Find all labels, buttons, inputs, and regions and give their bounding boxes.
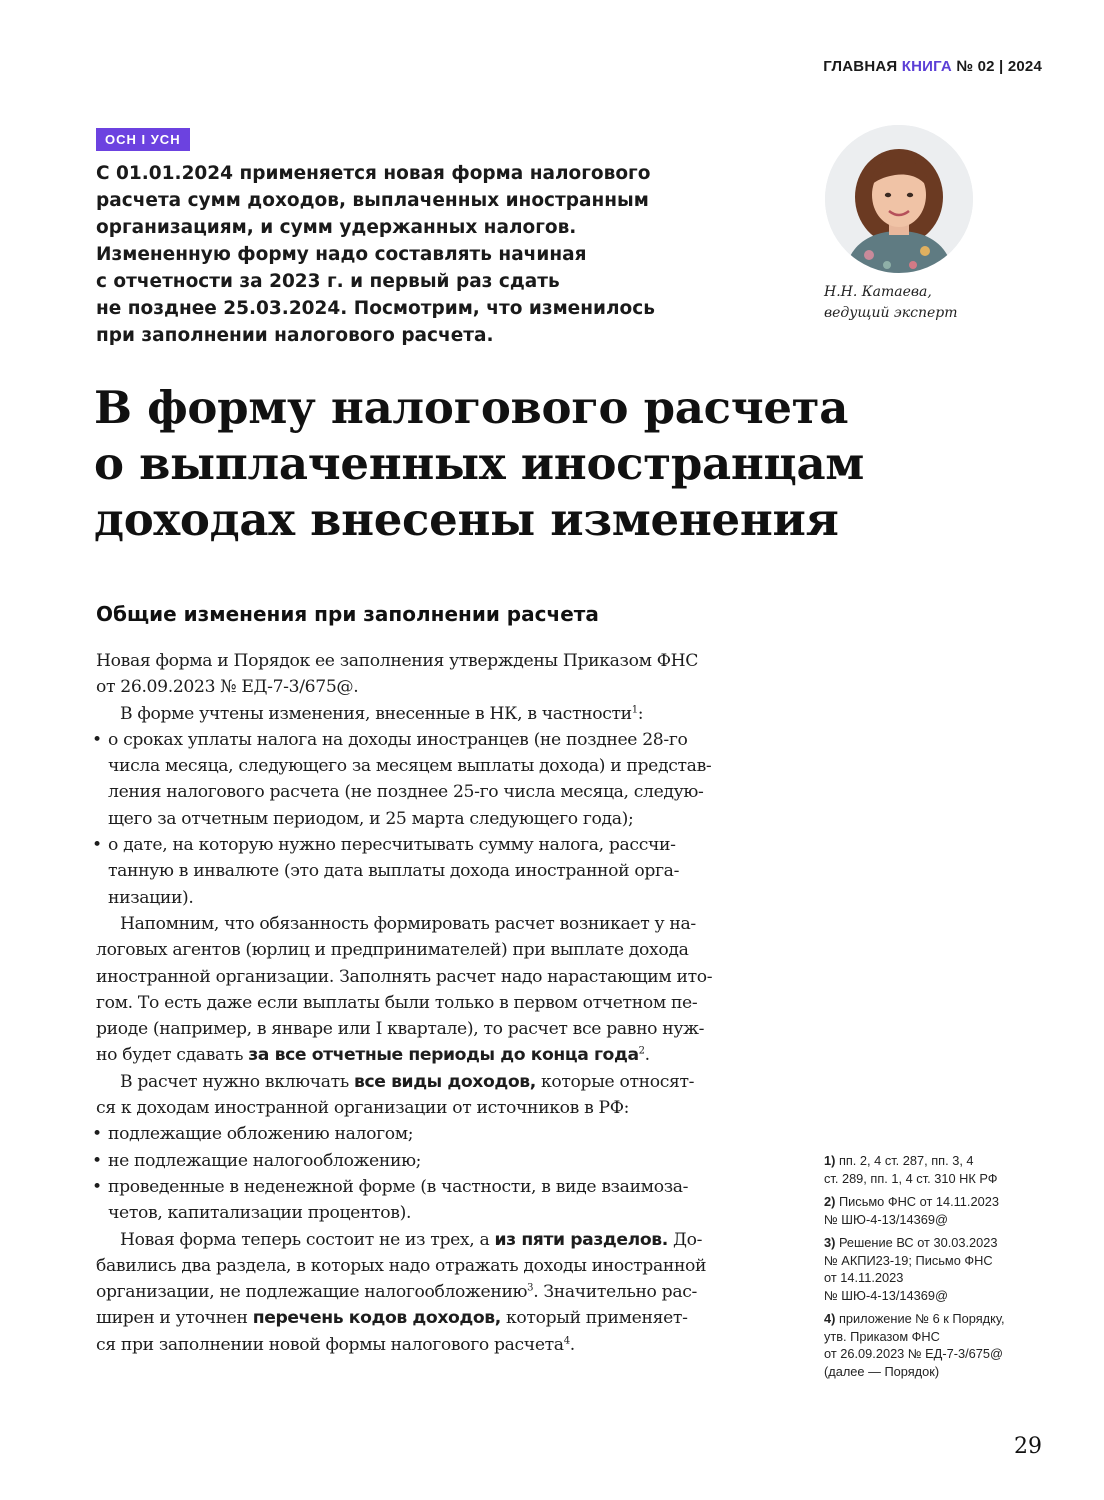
body-line	[96, 701, 786, 727]
masthead-title-accent: КНИГА	[901, 58, 952, 75]
author-portrait-image	[825, 125, 973, 273]
lead-line: организациям, и сумм удержанных налогов.	[96, 217, 577, 238]
author-photo	[825, 125, 973, 273]
footnote-ref-2: 2	[638, 1045, 645, 1057]
footnote-number: 4)	[824, 1311, 836, 1326]
bullet-item	[92, 832, 786, 858]
body-line: танную в инвалюте (это дата выплаты дохода иностранной орга-	[108, 861, 680, 882]
body-line: Новая форма и Порядок ее заполнения утверждены Приказом ФНС	[96, 651, 699, 671]
footnote-1	[824, 1152, 1054, 1187]
body-line	[96, 1332, 786, 1358]
lead-line: не позднее 25.03.2024. Посмотрим, что изменилось	[96, 298, 655, 319]
body-line: числа месяца, следующего за месяцем выплаты дохода) и представ-	[108, 756, 712, 777]
page-number: 29	[1014, 1434, 1042, 1459]
headline-line: о выплаченных иностранцам	[94, 437, 865, 490]
footnote-text: ст. 289, пп. 1, 4 ст. 310 НК РФ	[824, 1170, 998, 1186]
headline-line: В форму налогового расчета	[94, 381, 849, 434]
body-text: В расчет нужно включать	[120, 1071, 354, 1092]
footnotes	[824, 1152, 1054, 1386]
body-line: от 26.09.2023 № ЕД-7-3/675@.	[96, 677, 359, 698]
footnote-ref-1: 1	[631, 703, 638, 715]
body-line: бавились два раздела, в которых надо отражать доходы иностранной	[96, 1255, 707, 1276]
bullet-item	[92, 1174, 786, 1200]
body-line: низации).	[108, 887, 194, 908]
masthead-title: ГЛАВНАЯ	[823, 58, 898, 75]
emphasis-text: за все отчетные периоды до конца года	[248, 1045, 639, 1066]
body-text: проведенные в неденежной форме (в частности, в виде взаимоза-	[108, 1176, 689, 1197]
lead-line: при заполнении налогового расчета.	[96, 325, 494, 346]
body-line: гом. То есть даже если выплаты были только в первом отчетном пе-	[96, 992, 698, 1013]
footnote-number: 1)	[824, 1153, 836, 1168]
body-text: не подлежащие налогообложению;	[108, 1150, 422, 1171]
body-text: о сроках уплаты налога на доходы иностранцев (не позднее 28-го	[108, 729, 688, 750]
lead-paragraph	[96, 160, 736, 349]
footnote-text: утв. Приказом ФНС	[824, 1328, 940, 1344]
body-line: риоде (например, в январе или I квартале), то расчет все равно нуж-	[96, 1019, 705, 1040]
body-line: четов, капитализации процентов).	[108, 1203, 412, 1224]
footnote-ref-4: 4	[563, 1334, 570, 1346]
bullet-item	[92, 1121, 786, 1147]
body-text: ширен и уточнен	[96, 1308, 253, 1329]
masthead	[823, 58, 1042, 75]
bullet-icon: •	[92, 729, 102, 750]
bullet-item	[92, 1148, 786, 1174]
footnote-4	[824, 1310, 1054, 1380]
body-text: которые относят-	[535, 1071, 695, 1092]
footnote-ref-3: 3	[527, 1282, 534, 1294]
body-line: щего за отчетным периодом, и 25 марта следующего года);	[108, 808, 634, 829]
bullet-icon: •	[92, 835, 102, 856]
body-text: :	[637, 703, 644, 724]
body-text: Новая форма теперь состоит не из трех, а	[120, 1229, 495, 1250]
footnote-text: № ШЮ-4-13/14369@	[824, 1287, 948, 1303]
emphasis-text: из пяти разделов.	[494, 1229, 668, 1250]
body-text: о дате, на которую нужно пересчитывать сумму налога, рассчи-	[108, 835, 676, 856]
body-line	[96, 1227, 786, 1253]
body-text: До-	[667, 1229, 703, 1250]
body-line	[96, 1069, 786, 1095]
category-tag: ОСН I УСН	[96, 128, 190, 151]
body-text: .	[569, 1334, 575, 1355]
body-line	[96, 1305, 786, 1331]
author-caption	[824, 282, 958, 324]
footnote-text: № АКПИ23-19; Письмо ФНС	[824, 1252, 993, 1268]
masthead-issue: № 02 | 2024	[956, 58, 1042, 75]
body-text: но будет сдавать	[96, 1045, 249, 1066]
bullet-item	[92, 727, 786, 753]
body-text: В форме учтены изменения, внесенные в НК, в частности	[120, 703, 632, 724]
body-line: иностранной организации. Заполнять расчет надо нарастающим ито-	[96, 966, 713, 987]
body-line: ления налогового расчета (не позднее 25-го числа месяца, следую-	[108, 782, 704, 803]
emphasis-text: все виды доходов,	[353, 1071, 536, 1092]
body-line: ся к доходам иностранной организации от источников в РФ:	[96, 1098, 630, 1119]
footnote-text: (далее — Порядок)	[824, 1363, 940, 1379]
bullet-icon: •	[92, 1176, 102, 1197]
body-line	[96, 1042, 786, 1068]
lead-line: С 01.01.2024 применяется новая форма налогового	[96, 163, 651, 184]
section-title: Общие изменения при заполнении расчета	[96, 602, 599, 626]
footnote-text: пп. 2, 4 ст. 287, пп. 3, 4	[838, 1153, 974, 1168]
article-body	[92, 648, 786, 1358]
footnote-3	[824, 1234, 1054, 1304]
body-text: .	[644, 1045, 650, 1066]
body-line	[96, 1279, 786, 1305]
footnote-2	[824, 1193, 1054, 1228]
footnote-text: № ШЮ-4-13/14369@	[824, 1211, 948, 1227]
headline-line: доходах внесены изменения	[94, 493, 839, 546]
footnote-text: от 14.11.2023	[824, 1270, 904, 1285]
footnote-text: Письмо ФНС от 14.11.2023	[838, 1194, 999, 1209]
article-headline	[94, 380, 994, 548]
author-name: Н.Н. Катаева,	[824, 284, 932, 300]
body-text: подлежащие обложению налогом;	[108, 1124, 414, 1145]
body-text: который применяет-	[500, 1308, 688, 1329]
body-line: Напомним, что обязанность формировать расчет возникает у на-	[120, 913, 696, 934]
body-line: логовых агентов (юрлиц и предпринимателей) при выплате дохода	[96, 940, 689, 961]
body-text: . Значительно рас-	[533, 1282, 697, 1303]
bullet-icon: •	[92, 1124, 102, 1145]
bullet-icon: •	[92, 1150, 102, 1171]
body-text: ся при заполнении новой формы налогового расчета	[96, 1334, 564, 1355]
lead-line: с отчетности за 2023 г. и первый раз сдать	[96, 271, 560, 292]
footnote-number: 3)	[824, 1235, 836, 1250]
author-role: ведущий эксперт	[824, 305, 958, 321]
footnote-number: 2)	[824, 1194, 836, 1209]
footnote-text: приложение № 6 к Порядку,	[838, 1311, 1005, 1326]
body-text: организации, не подлежащие налогообложению	[96, 1282, 528, 1303]
lead-line: Измененную форму надо составлять начиная	[96, 244, 587, 265]
footnote-text: Решение ВС от 30.03.2023	[838, 1235, 998, 1250]
footnote-text: от 26.09.2023 № ЕД-7-3/675@	[824, 1346, 1003, 1361]
emphasis-text: перечень кодов доходов,	[252, 1308, 501, 1329]
lead-line: расчета сумм доходов, выплаченных иностранным	[96, 190, 649, 211]
